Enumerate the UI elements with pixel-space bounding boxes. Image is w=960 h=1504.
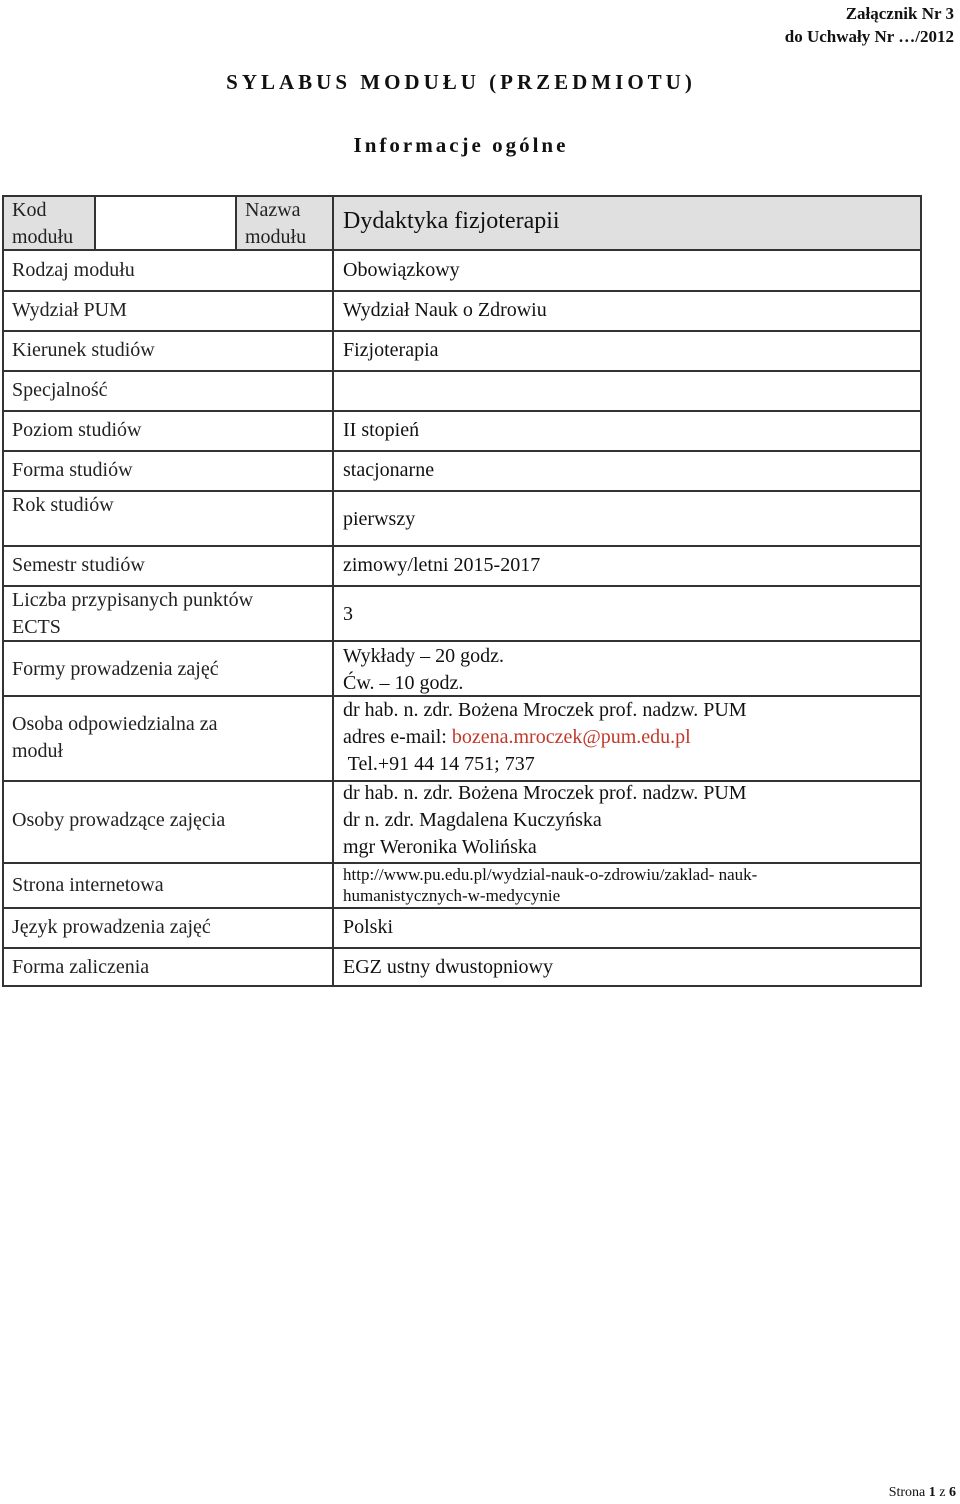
kod-label-line-2: modułu — [12, 226, 74, 248]
rok-value: pierwszy — [343, 508, 416, 530]
specjalnosc-label: Specjalność — [12, 379, 108, 401]
ects-label-line-1: Liczba przypisanych punktów — [12, 589, 254, 611]
formy-value-line-2: Ćw. – 10 godz. — [343, 672, 464, 694]
module-name-value: Dydaktyka fizjoterapii — [343, 208, 560, 234]
forma-label: Forma studiów — [12, 459, 133, 481]
osoba-label — [12, 711, 217, 765]
footer-prefix: Strona — [888, 1485, 929, 1500]
semestr-label: Semestr studiów — [12, 554, 145, 576]
formy-label: Formy prowadzenia zajęć — [12, 658, 219, 680]
footer-page-number: 1 — [928, 1485, 936, 1500]
forma-value: stacjonarne — [343, 459, 435, 481]
formy-value — [343, 643, 504, 697]
page-title: SYLABUS MODUŁU (PRZEDMIOTU) — [226, 70, 696, 94]
row-line — [2, 330, 922, 332]
row-line — [2, 947, 922, 949]
col-divider-kod — [94, 195, 96, 250]
osoby-value — [343, 780, 747, 861]
section-title: Informacje ogólne — [353, 133, 569, 157]
semestr-value: zimowy/letni 2015-2017 — [343, 554, 541, 576]
osoba-email-prefix: adres e-mail: — [343, 726, 452, 748]
nazwa-label-line-2: modułu — [245, 226, 307, 248]
annex-line-1: Załącznik Nr 3 — [845, 4, 954, 23]
footer-page-total: 6 — [949, 1485, 956, 1500]
row-line — [2, 490, 922, 492]
osoba-email-line — [343, 724, 747, 751]
footer-middle: z — [935, 1485, 949, 1500]
annex-header — [785, 2, 954, 48]
strona-url-line-1[interactable]: http://www.pu.edu.pl/wydzial-nauk-o-zdrowiu/zaklad- nauk- — [343, 865, 758, 884]
formy-value-line-1: Wykłady – 20 godz. — [343, 645, 504, 667]
osoba-email-link[interactable]: bozena.mroczek@pum.edu.pl — [451, 726, 691, 748]
ects-label — [12, 587, 253, 641]
osoba-label-line-1: Osoba odpowiedzialna za — [12, 713, 218, 735]
kierunek-value: Fizjoterapia — [343, 339, 439, 361]
row-line — [2, 249, 922, 251]
strona-label: Strona internetowa — [12, 874, 164, 896]
strona-url-line-2[interactable]: humanistycznych-w-medycynie — [343, 886, 561, 905]
poziom-label: Poziom studiów — [12, 419, 142, 441]
osoby-value-line-3: mgr Weronika Wolińska — [343, 836, 537, 858]
annex-line-2: do Uchwały Nr …/2012 — [784, 27, 954, 46]
osoby-value-line-2: dr n. zdr. Magdalena Kuczyńska — [343, 809, 602, 831]
osoby-label: Osoby prowadzące zajęcia — [12, 809, 226, 831]
col-divider-main — [332, 195, 334, 987]
row-line — [2, 410, 922, 412]
kierunek-label: Kierunek studiów — [12, 339, 155, 361]
row-line — [2, 450, 922, 452]
osoba-label-line-2: moduł — [12, 740, 64, 762]
rodzaj-label: Rodzaj modułu — [12, 259, 135, 281]
page-footer — [889, 1485, 956, 1501]
zaliczenie-label: Forma zaliczenia — [12, 956, 150, 978]
jezyk-label: Język prowadzenia zajęć — [12, 916, 211, 938]
osoba-value-name: dr hab. n. zdr. Bożena Mroczek prof. nadzw. PUM — [343, 699, 747, 721]
ects-value: 3 — [343, 603, 353, 625]
zaliczenie-value: EGZ ustny dwustopniowy — [343, 956, 553, 978]
osoba-phone: Tel.+91 44 14 751; 737 — [343, 753, 535, 775]
jezyk-value: Polski — [343, 916, 394, 938]
row-line — [2, 907, 922, 909]
kod-label — [12, 197, 73, 251]
nazwa-label — [245, 197, 306, 251]
row-line — [2, 545, 922, 547]
ects-label-line-2: ECTS — [12, 616, 61, 638]
row-line — [2, 290, 922, 292]
wydzial-value: Wydział Nauk o Zdrowiu — [343, 299, 547, 321]
rodzaj-value: Obowiązkowy — [343, 259, 460, 281]
nazwa-label-line-1: Nazwa — [245, 199, 301, 221]
osoba-value — [343, 697, 747, 778]
poziom-value: II stopień — [343, 419, 420, 441]
rok-label: Rok studiów — [12, 494, 114, 516]
wydzial-label: Wydział PUM — [12, 299, 127, 321]
strona-value[interactable] — [343, 864, 757, 906]
col-divider-nazwa — [235, 195, 237, 250]
row-line — [2, 370, 922, 372]
osoby-value-line-1: dr hab. n. zdr. Bożena Mroczek prof. nadzw. PUM — [343, 782, 747, 804]
kod-label-line-1: Kod — [12, 199, 47, 221]
